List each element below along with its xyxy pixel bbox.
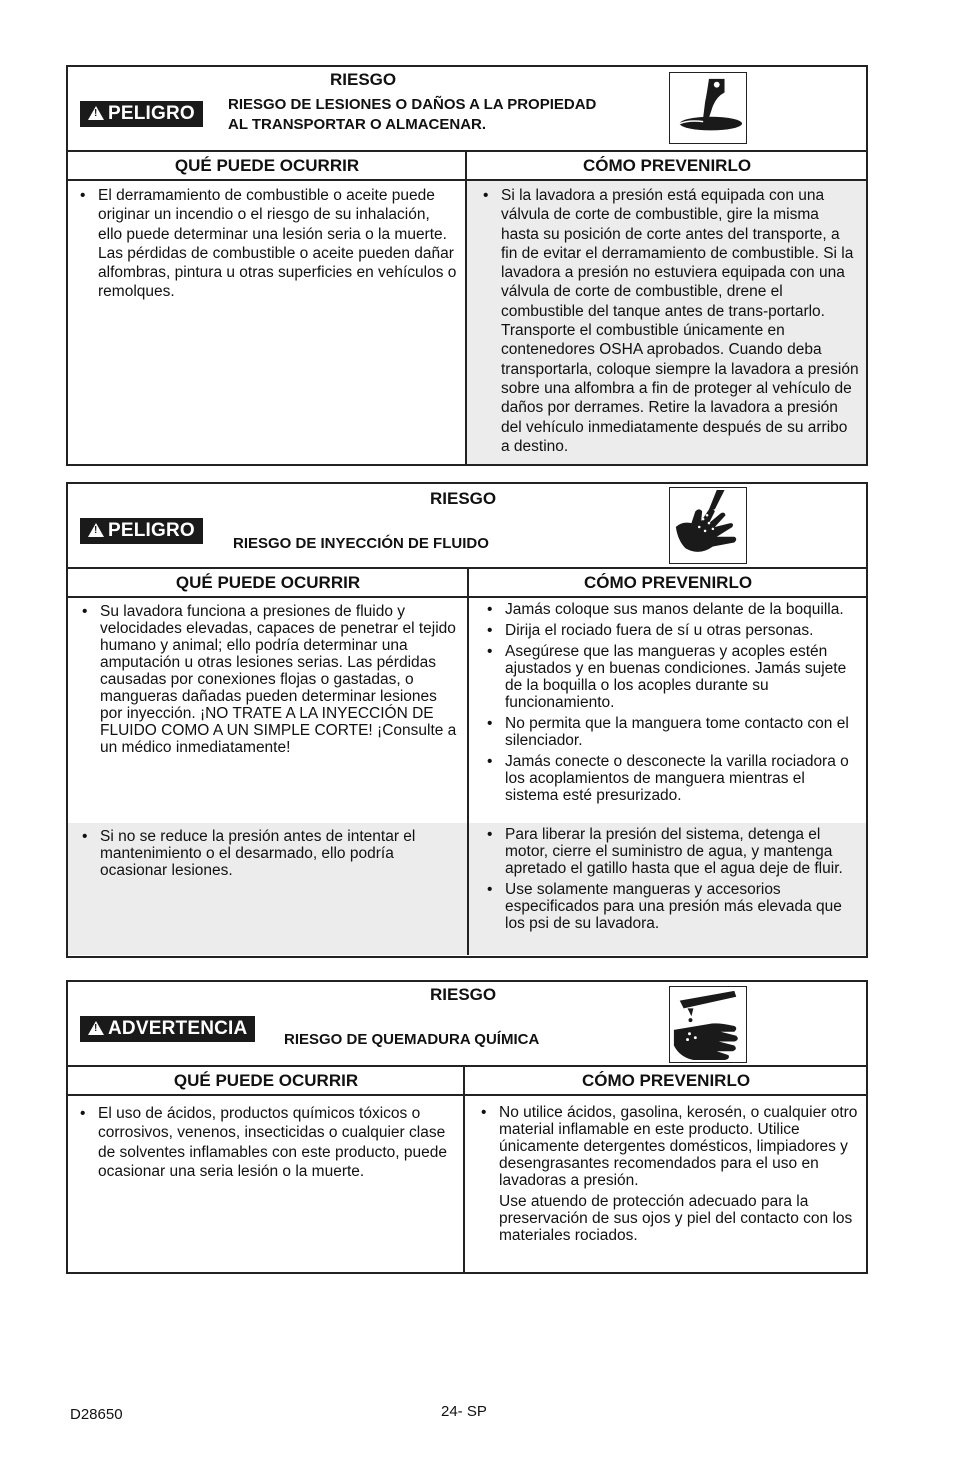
advertencia-badge <box>80 1016 255 1042</box>
left-cell <box>68 598 468 823</box>
right-cell <box>467 181 866 464</box>
hazard-box-fluid-injection <box>66 482 868 958</box>
list-item: • El uso de ácidos, productos químicos tóxicos o corrosivos, venenos, insecticidas o cualquier clase de solventes inflamables con este producto, puede ocasionar una seria lesión o la muerte. <box>76 1104 462 1181</box>
right-cell <box>469 823 866 955</box>
column-headers <box>68 1067 866 1096</box>
peligro-badge <box>80 518 203 544</box>
badge-label: PELIGRO <box>108 103 195 124</box>
warning-triangle-icon <box>88 523 104 537</box>
list-item: • Si la lavadora a presión está equipada con una válvula de corte de combustible, gire la misma hasta su posición de corte antes del transporte, a fin de evitar el derramamiento de combustible. Si la lavadora a presión no estuviera equipada con una válvula de corte de combustible, drene el combustible del tanque antes de trans-portarlo. Transporte el combustible únicamente en contenedores OSHA aprobados. Cuando deba transportarla, coloque siempre la lavadora a presión sobre una alfombra a fin de proteger al vehículo de daños por derrames. Retire la lavadora a presión del vehículo inmediatamente después de su arribo a destino. <box>479 186 860 456</box>
list-item: • El derramamiento de combustible o aceite puede originar un incendio o el riesgo de su inhalación, ello puede determinar una lesión seria o la muerte. Las pérdidas de combustible o aceite pueden dañar alfombras, pintura u otras superficies en vehículos o remolques. <box>76 186 458 302</box>
hazard-description <box>228 95 596 135</box>
hazard-row <box>68 598 866 823</box>
warning-triangle-icon <box>88 106 104 120</box>
left-cell <box>68 181 466 464</box>
hazard-line-1: RIESGO DE INYECCIÓN DE FLUIDO <box>233 535 489 552</box>
hazard-box-transport <box>66 65 868 466</box>
col-what-can-happen: QUÉ PUEDE OCURRIR <box>175 573 361 592</box>
col-how-to-prevent: CÓMO PREVENIRLO <box>583 573 753 592</box>
hazard-header <box>68 484 866 569</box>
hazard-header <box>68 67 866 152</box>
col-how-to-prevent: CÓMO PREVENIRLO <box>582 156 752 175</box>
column-headers <box>68 152 866 181</box>
list-item: • Para liberar la presión del sistema, detenga el motor, cierre el suministro de agua, y mantenga apretado el gatillo hasta que el agua deje de fluir. <box>483 826 862 877</box>
list-item: • Si no se reduce la presión antes de intentar el mantenimiento o el desarmado, ello podría ocasionar lesiones. <box>78 828 459 879</box>
right-cell <box>465 1096 866 1272</box>
left-cell <box>68 823 467 955</box>
fuel-spill-icon <box>669 72 747 144</box>
list-item: • Asegúrese que las mangueras y acoples estén ajustados y en buenas condiciones. Jamás sujete de la boquilla o los acoples durante su funcionamiento. <box>483 643 862 711</box>
list-item: • Su lavadora funciona a presiones de fluido y velocidades elevadas, capaces de penetrar el tejido humano y animal; ello podría determinar una amputación u otras lesiones serias. Las pérdidas causadas por conexiones flojas o gastadas, o mangueras dañadas pueden determinar lesiones por inyección. ¡NO TRATE A LA INYECCIÓN DE FLUIDO COMO A UN SIMPLE CORTE! ¡Consulte a un médico inmediatamente! <box>78 603 460 756</box>
hazard-line-1: RIESGO DE QUEMADURA QUÍMICA <box>284 1031 540 1048</box>
column-headers <box>68 569 866 598</box>
right-cell <box>469 598 866 823</box>
page-number: 24- SP <box>441 1403 487 1420</box>
peligro-badge <box>80 101 203 127</box>
list-item: • Jamás coloque sus manos delante de la boquilla. <box>483 601 862 618</box>
hazard-description <box>284 1030 539 1050</box>
col-what-can-happen: QUÉ PUEDE OCURRIR <box>174 156 360 175</box>
list-item: • Use solamente mangueras y accesorios especificados para una presión más elevada que los psi de su lavadora. <box>483 881 862 932</box>
badge-label: ADVERTENCIA <box>108 1018 248 1039</box>
badge-label: PELIGRO <box>108 520 195 541</box>
fluid-injection-hand-icon <box>669 487 747 564</box>
hazard-row <box>68 823 866 955</box>
document-code: D28650 <box>70 1406 123 1423</box>
left-cell <box>68 1096 464 1272</box>
hazard-line-1: RIESGO DE LESIONES O DAÑOS A LA PROPIEDAD <box>228 96 597 113</box>
riesgo-title: RIESGO <box>430 985 497 1004</box>
hazard-description <box>233 534 489 554</box>
riesgo-title: RIESGO <box>330 70 397 89</box>
col-what-can-happen: QUÉ PUEDE OCURRIR <box>173 1071 359 1090</box>
col-how-to-prevent: CÓMO PREVENIRLO <box>581 1071 751 1090</box>
hazard-header <box>68 982 866 1067</box>
paragraph: Use atuendo de protección adecuado para la preservación de sus ojos y piel del contacto con los materiales rociados. <box>499 1193 853 1244</box>
list-item: • No permita que la manguera tome contacto con el silenciador. <box>483 715 862 749</box>
list-item: • Dirija el rociado fuera de sí u otras personas. <box>483 622 862 639</box>
column-divider <box>463 1067 465 1094</box>
column-divider <box>465 152 467 179</box>
warning-triangle-icon <box>88 1021 104 1035</box>
hazard-line-2: AL TRANSPORTAR O ALMACENAR. <box>228 116 487 133</box>
column-divider <box>467 569 469 596</box>
hazard-row <box>68 181 866 464</box>
hazard-box-chemical-burn <box>66 980 868 1274</box>
chemical-burn-hand-icon <box>669 986 747 1063</box>
riesgo-title: RIESGO <box>430 489 497 508</box>
list-item: • No utilice ácidos, gasolina, kerosén, o cualquier otro material inflamable en este producto. Utilice únicamente detergentes domésticos, limpiadores y desengrasantes recomendados para el uso en lavadoras a presión. <box>477 1104 862 1189</box>
hazard-row <box>68 1096 866 1272</box>
list-item: • Jamás conecte o desconecte la varilla rociadora o los acoplamientos de manguera mientras el sistema esté presurizado. <box>483 753 862 804</box>
